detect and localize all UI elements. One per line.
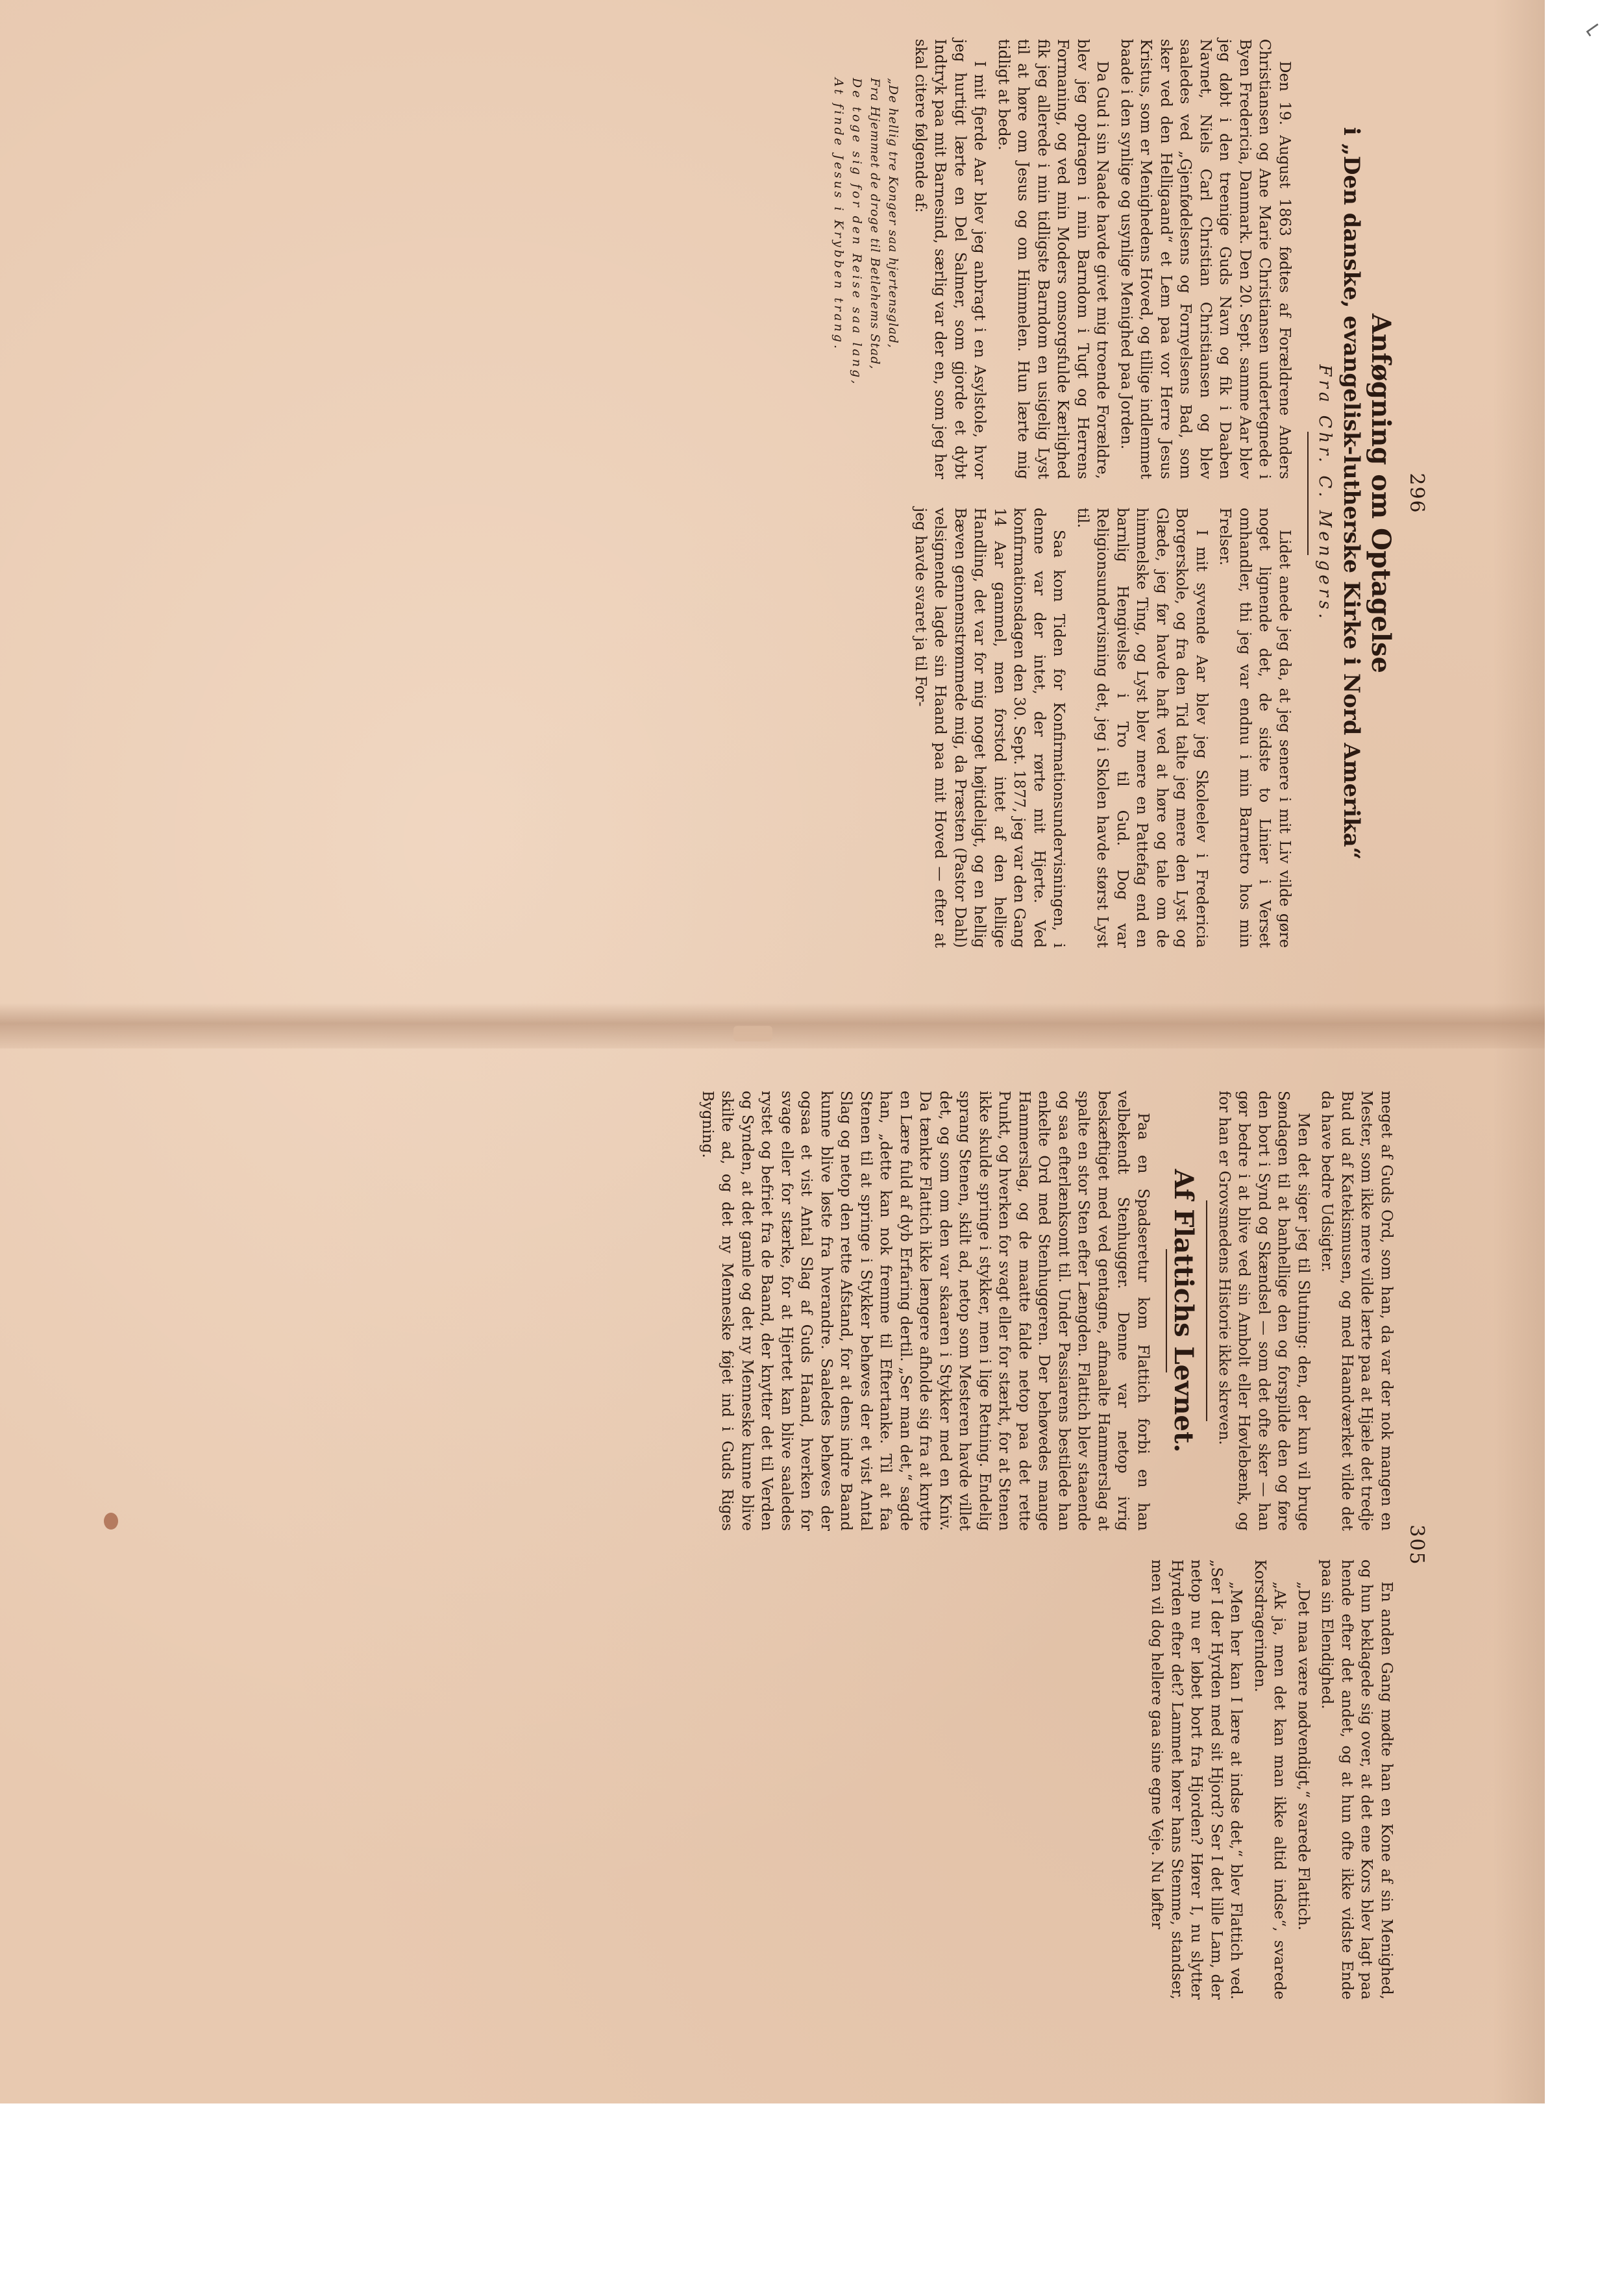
article-byline: Fra Chr. C. Mengers. (1315, 364, 1335, 623)
paragraph: „Ak ja, men det kan man ikke altid indse“, svarede Korsdragerinden. (1251, 1559, 1288, 2000)
page-number: 305 (1405, 1524, 1428, 1566)
hymn-verse (830, 78, 903, 479)
ink-stain (104, 1513, 118, 1530)
page-number: 296 (1405, 473, 1428, 514)
title-rule (1166, 1249, 1167, 1372)
paragraph: „Men her kan I lære at indse det,“ blev Flattich ved. „Ser I der Hyrden med sit Hjord? Ser I det lille Lam, der netop nu er løbet bort fra Hjorden? Hører I, nu slytter Hyrden efter det? Lammet hører hans Stemme, standser, men vil dog hellere gaa sine egne Veje. Nu løfter (1148, 1559, 1245, 2000)
paragraph: „Det maa være nødvendigt,“ svarede Flattich. (1295, 1582, 1312, 1931)
paragraph: Da Gud i sin Naade havde givet mig troende Forældre, blev jeg opdragen i min Barndom i Tugt og Herrens Formaning, og ved min Moders omsorgsfulde Kærlighed fik jeg allerede i min tidligste Barndom en usigelig Lyst til at høre om Jesus og om Himmelen. Hun lærte mig tidligt at bede. (995, 39, 1111, 479)
title-rule (1307, 432, 1309, 555)
paragraph: meget af Guds Ord, som han, da var der nok mangen en Mester, som ikke mere vilde lærte paa at Hjæle det tredje Bud ud af Katekismusen, og med Haandværket vilde det da have bedre Udsigter. (1318, 1091, 1395, 1531)
right-column (1143, 1559, 1396, 2000)
paragraph: I mit fjerde Aar blev jeg anbragt i en Asylstole, hvor jeg hurtigt lærte en Del Salmer, som gjorde et dybt Indtryk paa mit Barnesind, særlig var der en, som jeg her skal citere følgende af: (912, 39, 989, 479)
paragraph: Paa en Spadseretur kom Flattich forbi en han velbekendt Stenhugger. Denne var netop ivrig beskæftiget med ved gentagne, afmaalte Hammerslag at spalte en stor Sten efter Længden. Flattich blev staaende og saa efterlænksomt til. Under Passiarens bestilede han enkelte Ord med Stenhuggeren. Der behøvedes mange Hammerslag, og de maatte falde netop paa det rette Punkt, og hverken for svagt eller for stærkt, for at Stenen ikke skulde springe i stykker, men i lige Retning. Endelig sprang Stenen, skilt ad, netop som Mesteren havde villet det, og som om den var skaaren i Stykker med en Kniv. Da tænkte Flattich ikke længere afholde sig fra at knytte en Lære fuld af dyb Erfaring dertil. „Ser man det,“ sagde han, „dette kan nok fremme til Eftertanke. Til at faa Stenen til at springe i Stykker behøves der et vist Antal Slag og netop den rette Afstand, for at dens indre Baand kunne blive løste fra hverandre. Saaledes behøves der ogsaa et vist Antal Slag af Guds Haand, hverken for svage eller for stærke, for at Hjertet kan blive saaledes rystet og befriet fra de Baand, der knytter det til Verden og Synden, at det gamle og det ny Menneske kunne blive skilte ad, og det ny Menneske føjet ind i Guds Riges Bygning. (699, 1091, 1151, 1531)
paper-shadow (1493, 0, 1545, 2103)
left-column (822, 39, 1295, 479)
verse-line: „De hellig tre Konger saa hjertensglad, (886, 78, 901, 349)
paragraph: En anden Gang mødte han en Kone af sin Menighed, og hun beklagede sig over, at det ene Kors blev lagt paa hende efter det andet, og at hun ofte ikke vidste Ende paa sin Elendighed. (1318, 1559, 1395, 2000)
paragraph: Saa kom Tiden for Konfirmationsundervisningen, i denne var der intet, der rørte mit Hjerte. Ved konfirmationsdagen den 30. Sept. 1877, jeg var den Gang 14 Aar gammel, men forstod intet af den hellige Handling, det var for mig noget højtideligt, og en hellig Bæven gennemstrømmede mig, da Præsten (Pastor Dahl) velsignende lagde sin Haand paa mit Hoved — efter at jeg havde svaret ja til For- (912, 508, 1068, 948)
paragraph: Lidet anede jeg da, at jeg senere i mit Liv vilde gøre noget lignende det, de sidste to Linier i Verset omhandler, thi jeg var endnu i min Barnetro hos min Frelser. (1216, 508, 1293, 948)
article-subtitle: i „Den danske, evangelisk-lutherske Kirke i Nord Amerika“ (1338, 127, 1364, 860)
verse-line: De toge sig for den Reise saa lang, (850, 78, 865, 387)
paragraph: I mit syvende Aar blev jeg Skoleelev i Fredericia Borgerskole, og fra den Tid talte jeg mere den Lyst og Glæde, jeg før havde haft ved at høre og tale om de himmelske Ting, og Lyst blev mere en Pattefag end en barnlig Hengivelse i Tro til Gud. Dog var Religionsundervisning det, jeg i Skolen havde størst Lyst til. (1074, 508, 1210, 948)
verse-line: Fra Hjemmet de droge til Betlehems Stad, (868, 78, 883, 370)
verse-line: At finde Jesus i Krybben trang. (831, 78, 846, 351)
right-column (907, 508, 1295, 948)
paragraph: Men det siger jeg til Slutning: den, der kun vil bruge Søndagen til at banhellige den og forspilde den og føre den bort i Synd og Skændsel — som det ofte sker — han gør bedre i at blive ved sin Ambolt eller Høvlebænk, og for han er Grovsmedens Historie ikke skreven. (1216, 1091, 1312, 1531)
paragraph: Den 19. August 1863 fødtes af Forældrene Anders Christiansen og Ane Marie Christiansen undertegnede i Byen Fredericia, Danmark. Den 20. Sept. samme Aar blev jeg døbt i den treenige Guds Navn og fik i Daaben Navnet, Niels Carl Christian Christiansen og blev saaledes ved „Gjenfødelsens og Fornyelsens Bad, som sker ved den Helligaand“ et Lem paa vor Herre Jesus Kristus, som er Menighedens Hoved, og tillige indlemmet baade i den synlige og usynlige Menighed paa Jorden. (1118, 39, 1293, 479)
article-columns (822, 39, 1295, 948)
paper-scrap (733, 1026, 772, 1041)
section-rule (1207, 1200, 1208, 1421)
article-columns (694, 1091, 1397, 2000)
page-305 (694, 1091, 1429, 2000)
scan-corner-mark: ⌐ (1578, 13, 1608, 45)
center-fold (0, 1003, 1545, 1048)
left-column (694, 1091, 1397, 1531)
section-title: Af Flattichs Levnet. (1168, 1169, 1200, 1453)
article-title: Anføgning om Optagelse (1366, 314, 1396, 673)
page-296 (822, 39, 1429, 948)
